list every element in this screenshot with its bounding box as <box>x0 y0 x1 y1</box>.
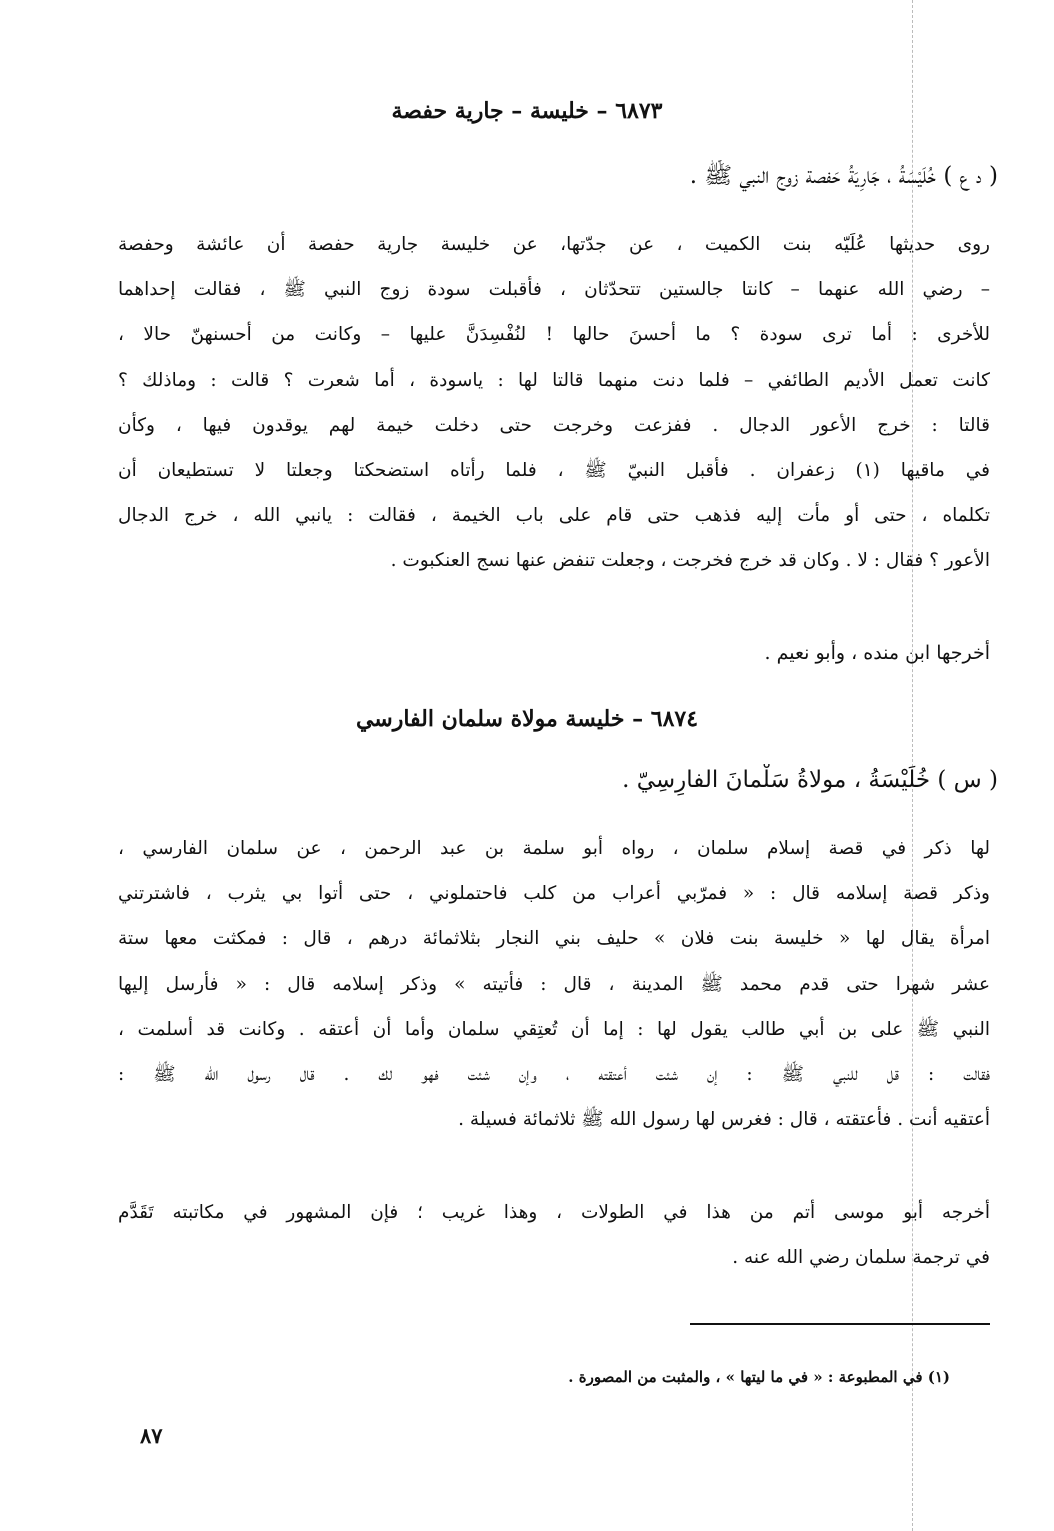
body-line: فقالت : قل للنبي ﷺ : إن شئت أعتقته ، وإن شئت فهو لك . قال رسول الله ﷺ : <box>118 1064 990 1086</box>
page-number: ٨٧ <box>140 1423 163 1448</box>
footnote: (١) في المطبوعة : « في ما ليتها » ، والمثبت من المصورة . <box>568 1368 950 1386</box>
entry-body-6874 <box>118 826 990 1142</box>
entry-title-6874: ٦٨٧٤ – خليسة مولاة سلمان الفارسي <box>355 706 699 732</box>
entry-source-6873: أخرجها ابن منده ، وأبو نعيم . <box>764 642 990 664</box>
body-line: تكلماه ، حتى أو مأت إليه فذهب حتى قام على باب الخيمة ، فقالت : يانبي الله ، خرج الدجال <box>118 505 990 527</box>
body-line: – رضي الله عنهما – كانتا جالستين تتحدّثان ، فأقبلت سودة زوج النبي ﷺ ، فقالت إحداهما <box>118 279 990 301</box>
entry-body-6873 <box>118 222 990 584</box>
body-line: النبي ﷺ على بن أبي طالب يقول لها : إما أن تُعتِقي سلمان وأما أن أعتقه . وكانت قد أسلمت ، <box>118 1018 990 1040</box>
body-line: لها ذكر في قصة إسلام سلمان ، رواه أبو سلمة بن عبد الرحمن ، عن سلمان الفارسي ، <box>118 838 990 859</box>
body-line: روى حديثها عُلَيّه بنت الكميت ، عن جدّتها، عن خليسة جارية حفصة أن عائشة وحفصة <box>118 234 990 255</box>
body-line: كانت تعمل الأديم الطائفي – فلما دنت منهما قالتا لها : ياسودة ، أما شعرت ؟ قالت : وماذلك ؟ <box>118 369 990 391</box>
entry-head-6873: ( د ع ) خُلَيْسَةُ ، جَارِيَةُ حَفصة زوج النبي ﷺ . <box>689 163 998 189</box>
source-line: في ترجمة سلمان رضي الله عنه . <box>732 1247 990 1269</box>
body-line: الأعور ؟ فقال : لا . وكان قد خرج فخرجت ، وجعلت تنفض عنها نسج العنكبوت . <box>390 550 990 572</box>
body-line: قالتا : خرج الأعور الدجال . ففزعت وخرجت حتى دخلت خيمة لهم يوقدون فيها ، وكأن <box>118 414 990 436</box>
entry-head-6874: ( س ) خُلَيْسَةُ ، مولاةُ سَلْمانَ الفارِسِيّ . <box>622 767 998 793</box>
body-line: امرأة يقال لها « خليسة بنت فلان » حليف بني النجار بثلاثمائة درهم ، قال : فمكثت معها ستة <box>118 928 990 950</box>
body-line: أعتقيه أنت . فأعتقته ، قال : فغرس لها رسول الله ﷺ ثلاثمائة فسيلة . <box>458 1109 990 1131</box>
entry-source-6874 <box>118 1190 990 1280</box>
entry-title-6873: ٦٨٧٣ – خليسة – جارية حفصة <box>391 98 663 124</box>
source-line: أخرجه أبو موسى أتم من هذا في الطولات ، وهذا غريب ؛ فإن المشهور في مكاتبته تَقَدَّم <box>118 1202 990 1223</box>
footnote-rule <box>690 1323 990 1325</box>
body-line: للأخرى : أما ترى سودة ؟ ما أحسنَ حالها ! لنُفْسِدَنَّ عليها – وكانت من أحسنهنّ حالا ، <box>118 324 990 346</box>
body-line: عشر شهرا حتى قدم محمد ﷺ المدينة ، قال : فأتيته » وذكر إسلامه قال : « فأرسل إليها <box>118 973 990 995</box>
body-line: وذكر قصة إسلامه قال : « فمرّبي أعراب من كلب فاحتملوني ، حتى أتوا بي يثرب ، فاشترتني <box>118 883 990 905</box>
body-line: في ماقيها (١) زعفران . فأقبل النبيّ ﷺ ، فلما رأتاه استضحكتا وجعلتا لا تستطيعان أن <box>118 460 990 482</box>
